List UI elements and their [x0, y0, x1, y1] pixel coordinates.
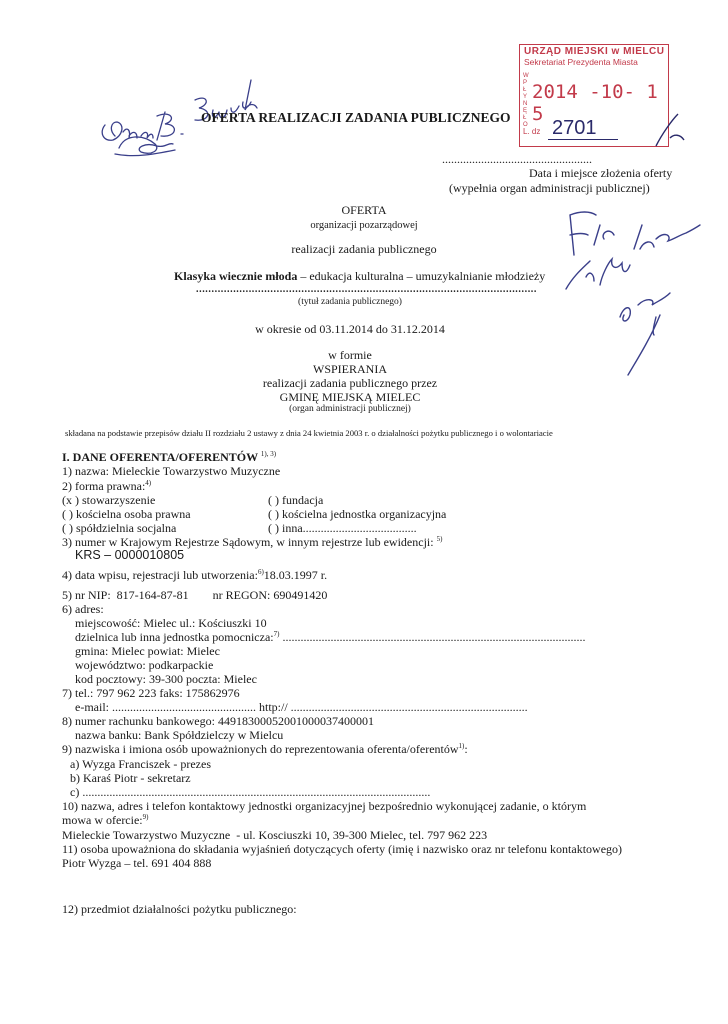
representative-a: a) Wyzga Franciszek - prezes	[70, 757, 211, 771]
field-register-label: 3) numer w Krajowym Rejestrze Sądowym, w innym rejestrze lub ewidencji:	[62, 535, 434, 549]
realization-by-label: realizacji zadania publicznego przez	[262, 376, 438, 390]
section-1-footnote: 1), 3)	[260, 450, 277, 458]
period-line: w okresie od 03.11.2014 do 31.12.2014	[255, 322, 445, 336]
date-field-dots: ..................................................	[442, 152, 592, 166]
field-nip-regon: 5) nr NIP: 817-164-87-81 nr REGON: 690491420	[62, 588, 328, 602]
field-phone-fax: 7) tel.: 797 962 223 faks: 175862976	[62, 686, 240, 700]
field-krs-number: KRS – 0000010805	[75, 548, 185, 562]
field-address-district-dots: .....................................................................................................	[282, 630, 586, 644]
field-executing-unit-label: mowa w ofercie:	[62, 813, 143, 827]
date-field-caption-2: (wypełnia organ administracji publicznej)	[449, 181, 650, 195]
field-registration-date-label: 4) data wpisu, rejestracji lub utworzenia:	[62, 568, 258, 582]
task-title-rest: – edukacja kulturalna – umuzykalnianie młodzieży	[297, 269, 546, 283]
executing-unit-value: Mieleckie Towarzystwo Muzyczne - ul. Kosciuszki 10, 39-300 Mielec, tel. 797 962 223	[62, 828, 488, 842]
document-title: OFERTA REALIZACJI ZADANIA PUBLICZNEGO	[201, 110, 511, 125]
field-address-commune: gmina: Mielec powiat: Mielec	[75, 644, 220, 658]
stamp-department: Sekretariat Prezydenta Miasta	[524, 57, 638, 67]
task-title-dots: ..............................................................................................................	[196, 284, 537, 295]
field-bank-name: nazwa banku: Bank Spółdzielczy w Mielcu	[75, 728, 284, 742]
form-value: WSPIERANIA	[313, 362, 387, 376]
field-register-footnote: 5)	[436, 535, 443, 543]
legal-form-option-spoldzielnia: ( ) spółdzielnia socjalna	[62, 521, 177, 535]
field-email-www: e-mail: ................................................ http:// ...............................................................................	[75, 700, 528, 714]
representative-b: b) Karaś Piotr - sekretarz	[70, 771, 191, 785]
legal-form-option-fundacja: ( ) fundacja	[268, 493, 324, 507]
field-bank-account: 8) numer rachunku bankowego: 44918300052001000037400001	[62, 714, 374, 728]
public-authority-caption: (organ administracji publicznej)	[289, 404, 411, 414]
field-public-benefit-activity: 12) przedmiot działalności pożytku publicznego:	[62, 902, 297, 916]
task-title-caption: (tytuł zadania publicznego)	[298, 297, 402, 307]
field-representatives-label: 9) nazwiska i imiona osób upoważnionych do reprezentowania oferenta/oferentów	[62, 742, 459, 756]
stamp-handwriting-icon	[650, 110, 690, 150]
oferta-organization-caption: organizacji pozarządowej	[310, 220, 418, 231]
field-executing-unit: 10) nazwa, adres i telefon kontaktowy jednostki organizacyjnej bezpośrednio wykonującej zadanie, o którym	[62, 799, 587, 813]
handwritten-note-signature	[95, 50, 285, 165]
representative-c: c) ....................................................................................................................	[70, 785, 431, 799]
field-representatives-colon: :	[464, 742, 468, 756]
legal-form-option-koscielna-osoba: ( ) kościelna osoba prawna	[62, 507, 191, 521]
stamp-ldz-number: 2701	[552, 117, 597, 139]
field-executing-unit-footnote: 9)	[142, 813, 149, 821]
field-representatives-footnote: 1)	[458, 742, 465, 750]
stamp-underline	[548, 139, 618, 140]
task-title	[174, 269, 545, 284]
field-executing-unit-2	[62, 813, 148, 828]
field-address-district-label: dzielnica lub inna jednostka pomocnicza:	[75, 630, 274, 644]
legal-form-option-inna: ( ) inna......................................	[268, 521, 417, 535]
section-1-title: I. DANE OFERENTA/OFERENTÓW	[62, 450, 258, 464]
registry-stamp	[519, 44, 669, 147]
form-label: w formie	[328, 348, 372, 362]
oferta-realizacji: realizacji zadania publicznego	[291, 242, 437, 256]
field-legal-form-label: 2) forma prawna:	[62, 479, 146, 493]
field-address-voivodeship: województwo: podkarpackie	[75, 658, 214, 672]
field-address: 6) adres:	[62, 602, 104, 616]
legal-basis-note: składana na podstawie przepisów działu II rozdziału 2 ustawy z dnia 24 kwietnia 2003 r. o działalności pożytku publicznego i o wolontariacie	[65, 428, 553, 438]
field-contact-person: 11) osoba upoważniona do składania wyjaśnień dotyczących oferty (imię i nazwisko oraz nr telefonu kontaktowego)	[62, 842, 623, 856]
field-registration-date	[62, 568, 327, 583]
field-address-city: miejscowość: Mielec ul.: Kościuszki 10	[75, 616, 267, 630]
public-authority-name: GMINĘ MIEJSKĄ MIELEC	[279, 390, 421, 404]
stamp-ldz-label: L. dz	[523, 127, 541, 136]
stamp-date: 2014 -10- 1 5	[532, 81, 658, 125]
field-legal-form	[62, 479, 151, 494]
contact-person-value: Piotr Wyzga – tel. 691 404 888	[62, 856, 212, 870]
date-field-caption: Data i miejsce złożenia oferty	[529, 166, 673, 180]
field-registration-date-value: 18.03.1997 r.	[263, 568, 328, 582]
oferta-heading: OFERTA	[341, 203, 387, 217]
legal-form-option-koscielna-jednostka: ( ) kościelna jednostka organizacyjna	[268, 507, 447, 521]
task-title-bold: Klasyka wiecznie młoda	[174, 269, 298, 283]
stamp-received-label: WPŁYNĘŁO	[523, 73, 529, 128]
field-registration-date-footnote: 6)	[257, 568, 264, 576]
field-legal-form-footnote: 4)	[145, 479, 152, 487]
field-address-district	[75, 630, 585, 645]
section-1-heading	[62, 450, 276, 465]
field-representatives	[62, 742, 468, 757]
field-address-postal: kod pocztowy: 39-300 poczta: Mielec	[75, 672, 257, 686]
field-address-district-footnote: 7)	[273, 630, 280, 638]
stamp-office: URZĄD MIEJSKI w MIELCU	[524, 46, 665, 57]
legal-form-option-stowarzyszenie: (x ) stowarzyszenie	[62, 493, 156, 507]
field-name: 1) nazwa: Mieleckie Towarzystwo Muzyczne	[62, 464, 281, 478]
